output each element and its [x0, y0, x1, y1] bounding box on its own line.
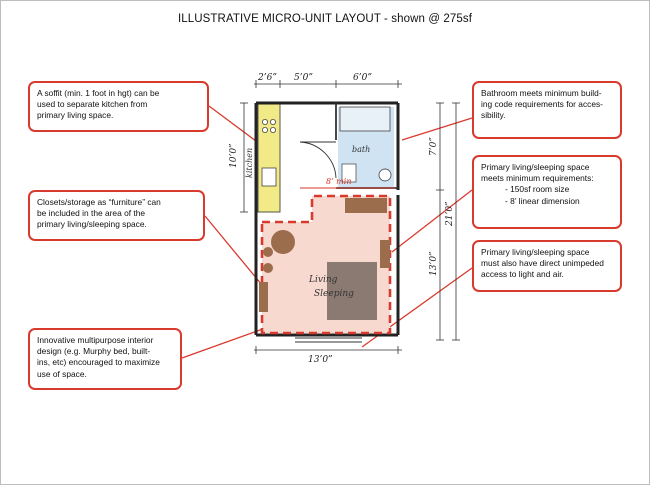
callout-line: Closets/storage as “furniture” can: [37, 197, 161, 207]
dim-right-1: 7’0”: [429, 137, 439, 156]
living-label: Living: [309, 275, 338, 285]
sleeping-label: Sleeping: [314, 289, 354, 299]
dim-top-3: 6’0”: [353, 73, 372, 83]
dim-bottom: 13’0”: [308, 355, 333, 365]
callout-list-item: - 8’ linear dimension: [505, 195, 580, 206]
callout-line: design (e.g. Murphy bed, built-: [37, 346, 151, 357]
leader-bathroom: [402, 118, 472, 140]
callout-line: Bathroom meets minimum build-: [481, 88, 602, 98]
eight-min-label: 8’ min: [326, 177, 352, 186]
callout-soffit: [28, 81, 209, 132]
dresser: [380, 240, 390, 268]
diagram-title: ILLUSTRATIVE MICRO-UNIT LAYOUT - shown @ 275sf: [177, 13, 473, 25]
callout-line: Innovative multipurpose interior: [37, 335, 154, 345]
leader-closets: [205, 216, 262, 285]
toilet: [379, 169, 391, 181]
callout-list-item: - 150sf room size: [505, 184, 570, 195]
chair: [263, 263, 273, 273]
leader-room-size: [392, 190, 472, 252]
callout-multipurpose: [28, 328, 182, 390]
callout-line: primary living/sleeping space.: [37, 219, 147, 230]
table: [271, 230, 295, 254]
dim-left: 10’0”: [229, 143, 239, 168]
dim-right-3: 21’0”: [445, 201, 455, 226]
callout-line: sibility.: [481, 110, 506, 121]
callout-line: A soffit (min. 1 foot in hgt) can be: [37, 88, 160, 98]
callout-line: meets minimum requirements:: [481, 173, 594, 184]
bathtub: [340, 107, 390, 131]
callout-light-air: [472, 240, 622, 292]
callout-line: use of space.: [37, 368, 87, 379]
callout-line: ins, etc) encouraged to maximize: [37, 357, 160, 368]
bath-label: bath: [352, 145, 371, 154]
callout-bathroom: [472, 81, 622, 139]
callout-line: used to separate kitchen from: [37, 99, 148, 110]
kitchen-label: kitchen: [245, 147, 254, 178]
shelf: [259, 282, 268, 312]
dim-top-2: 5’0”: [294, 73, 313, 83]
dim-top-1: 2’6”: [258, 73, 277, 83]
closet-storage: [345, 198, 387, 213]
callout-line: primary living space.: [37, 110, 114, 121]
callout-line: ing code requirements for acces-: [481, 99, 603, 110]
callout-line: Primary living/sleeping space: [481, 162, 590, 172]
callout-line: Primary living/sleeping space: [481, 247, 590, 257]
callout-closets: [28, 190, 205, 241]
callout-line: be included in the area of the: [37, 208, 146, 219]
callout-room-size: [472, 155, 622, 229]
chair: [263, 247, 273, 257]
callout-line: must also have direct unimpeded: [481, 258, 604, 269]
kitchen-counter: [258, 104, 280, 212]
dim-right-2: 13’0”: [429, 251, 439, 276]
callout-line: access to light and air.: [481, 269, 564, 280]
